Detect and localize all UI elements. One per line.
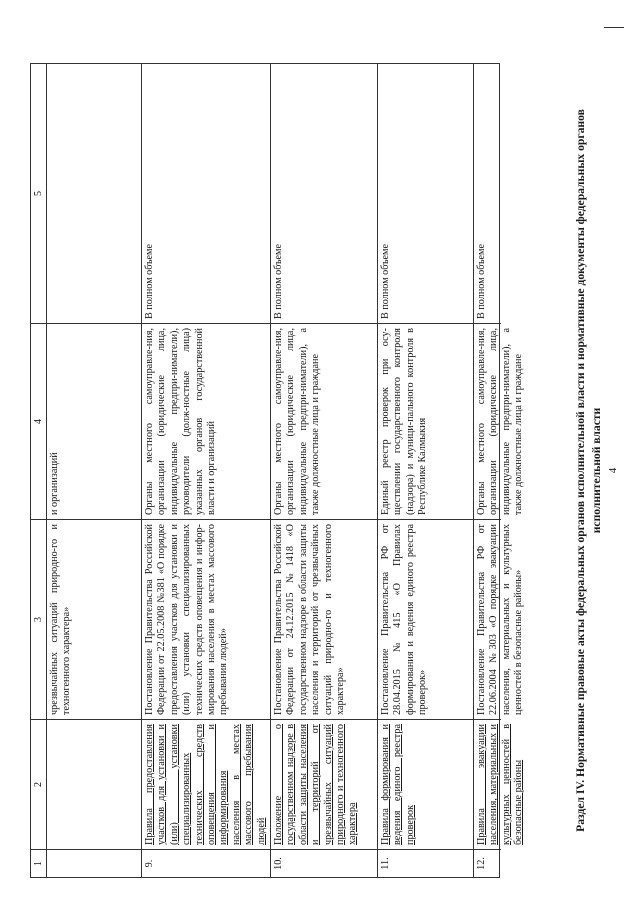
section-heading: Раздел IV. Нормативные правовые акты федеральных органов исполнительной власти и нормативные документы федеральных органов [574,109,587,832]
document-name: Правила формирования и ведения единого реестра проверок [378,719,474,849]
column-header-5: 5 [31,64,47,323]
covered-subjects: Органы местного самоуправле-ния, организации (юридические лица, индивидуальные предпри-ниматели), руководители (долж-ностные лица) указанных органов государственной власти и организаций [142,323,271,519]
legal-act: Постановление Правительства Российской Федерации от 24.12.2015 №1418 «О государственном надзоре в области защиты населения и территорий от чрезвычайных ситуаций природно-го и техногенного характера» [271,519,378,719]
legal-act: Постановление Правительства РФ от 22.06.2004 №303 «О порядке эвакуации населения, материальных и культурных ценностей в безопасные районы» [474,519,501,719]
document-name [47,719,142,849]
legal-act: Постановление Правительства РФ от 28.04.2015 №415 «О Правилах формирования и ведения единого реестра проверок» [378,519,474,719]
scope-of-requirements: В полном объеме [378,64,474,323]
scope-of-requirements: В полном объеме [271,64,378,323]
margin-mark [604,27,624,28]
column-header-3: 3 [31,519,47,719]
row-number: 9. [142,849,271,877]
document-name: Правила эвакуации населения, материальных и культурных ценностей в безопасные районы [474,719,501,849]
column-header-1: 1 [31,849,47,877]
section-heading-continued: исполнительной власти [590,407,603,534]
scope-of-requirements [47,64,142,323]
page-number: 4 [607,467,619,474]
column-header-4: 4 [31,323,47,519]
legal-act: чрезвычайных ситуаций природно-го и техногенного характера» [47,519,142,719]
row-number: 11. [378,849,474,877]
row-number [47,849,142,877]
column-header-2: 2 [31,719,47,849]
row-number: 10. [271,849,378,877]
scope-of-requirements: В полном объеме [476,244,487,319]
document-name: Положение о государственном надзоре в области защиты населения и территорий от чрезвычайных ситуаций природного и техногенного характера [271,719,378,849]
legal-act: Постановление Правительства Российской Федерации от 22.05.2008 №381 «О порядке предоставления участков для установки и (или) установки специализированных технических средств оповещения и инфор-мирования населения в местах массового пребывания людей» [142,519,271,719]
covered-subjects: Единый реестр проверок при осу-ществлении государственного контроля (надзора) и муници-пального контроля в Республике Калмыкия [378,323,474,519]
document-name: Правила предоставления участков для установки и (или) установки специализированных технических средств оповещения и информирования населения в местах массового пребывания людей [142,719,271,849]
row-number: 12. [474,849,501,877]
requirements-table [30,63,525,878]
covered-subjects: Органы местного самоуправле-ния, организации (юридические лица, индивидуальные предпри-ниматели), а также должностные лица и граждане [271,323,378,519]
scope-of-requirements: В полном объеме [142,64,271,323]
covered-subjects: и организаций [47,323,142,519]
covered-subjects: Органы местного самоуправле-ния, организации (юридические лица, индивидуальные предпри-ниматели), а также должностные лица и граждане [474,323,501,519]
